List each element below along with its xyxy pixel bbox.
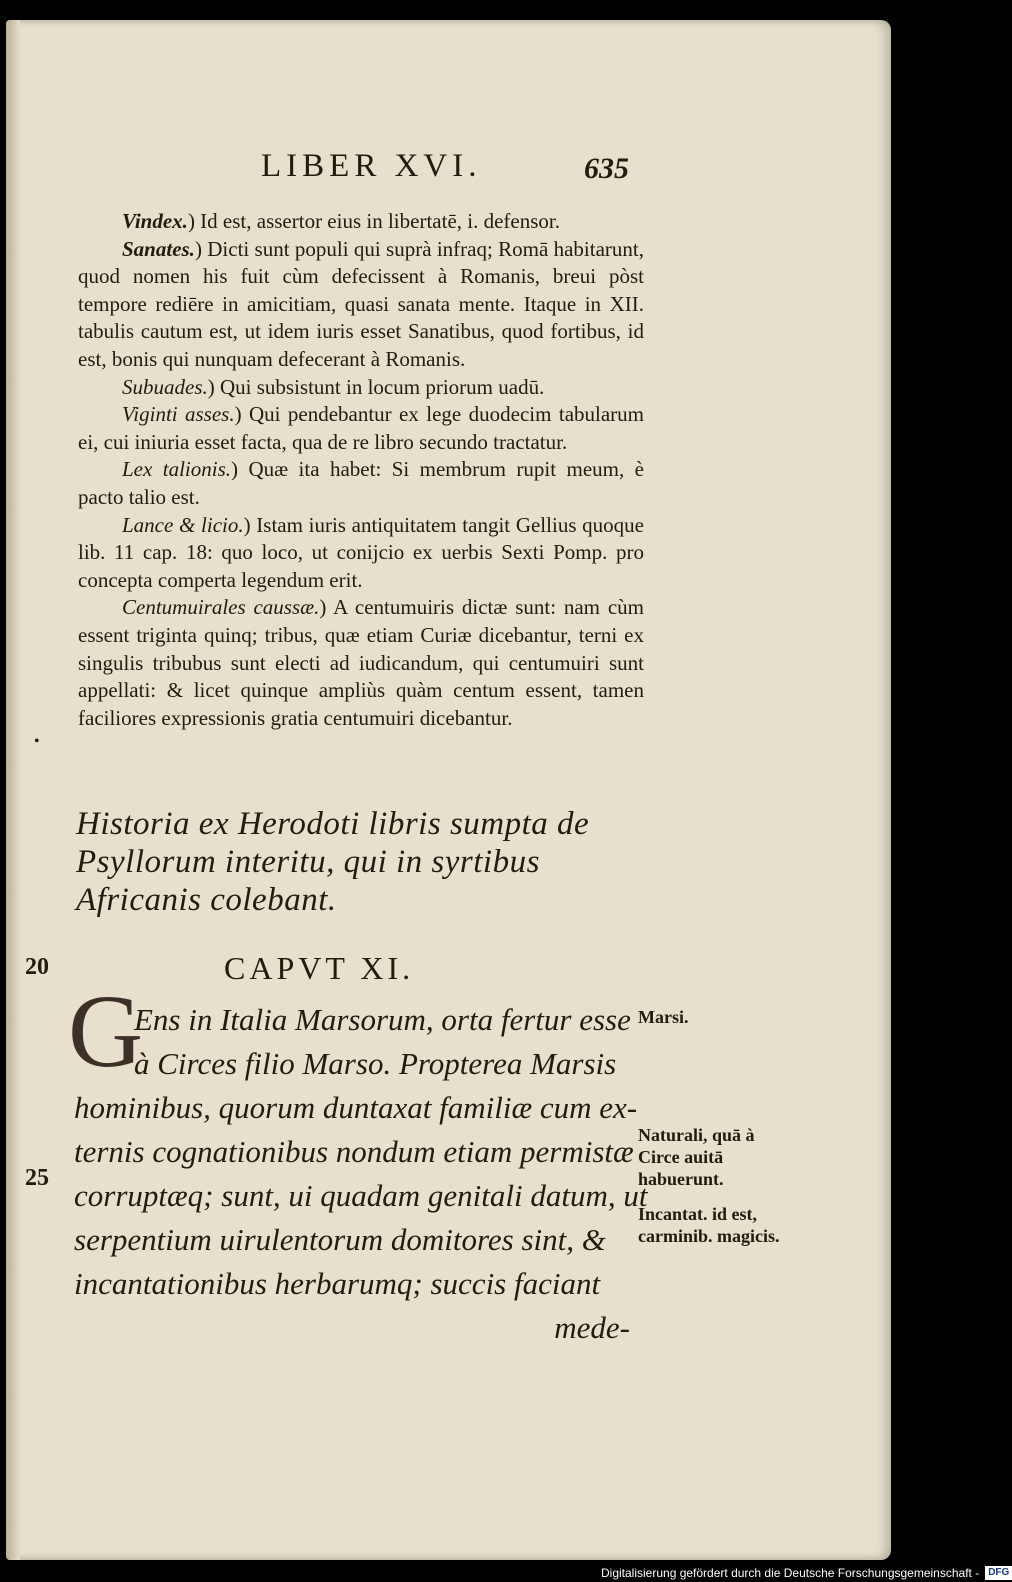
book-page [6,20,891,1560]
gloss: ) A centumuiris dictæ sunt: nam cùm essent triginta quinq; tribus, quæ etiam Curiæ dicebantur, terni ex singulis tribubus sunt electi ad iudicandum, qui centumuiri sunt appellati: & licet quinque ampliùs quàm centum essent, tamen faciliores expressionis gratia centumuiri dicebantur. [78,595,644,730]
gloss: ) Qui pendebantur ex lege duodecim tabularum ei, cui iniuria esset facta, qua de re libro secundo tractatur. [78,402,644,454]
funding-footer [601,1564,1012,1582]
lemma: Viginti asses. [122,402,235,427]
gloss: ) Dicti sunt populi qui suprà infraq; Romā habitarunt, quod nomen his fuit cùm defecissent à Romanis, breui pòst tempore rediēre in amicitiam, quasi sanata mente. Itaque in XII. tabulis cautum est, ut idem iuris esset Sanatibus, quod fortibus, id est, bonis qui nunquam defecerant à Romanis. [78,236,644,371]
gloss: ) Qui subsistunt in locum priorum uadū. [207,374,545,399]
commentary-entry [78,374,644,402]
chapter-line: corruptæq; sunt, ui quadam genitali datum, ut [74,1178,648,1213]
chapter-line: mede- [554,1310,630,1345]
drop-cap: G [68,974,144,1089]
chapter-line: ternis cognationibus nondum etiam permistæ [74,1134,634,1169]
chapter-title: CAPVT XI. [224,950,415,986]
lemma: Lance & licio. [122,512,244,537]
margin-speck: • [34,733,40,750]
marginal-note: Naturali, quā à Circe auitā habuerunt. [638,1125,755,1189]
running-title: LIBER XVI. [261,148,482,184]
lemma: Centumuirales caussæ. [122,595,320,620]
marginal-note: Incantat. id est, carminib. magicis. [638,1204,780,1246]
line-number: 20 [25,954,49,980]
chapter-text [74,998,648,1350]
chapter-line: incantationibus herbarumq; succis faciant [74,1266,601,1301]
lemma: Subuades. [122,374,208,399]
commentary-entry [78,512,644,595]
marginal-note: Marsi. [638,1007,689,1027]
commentary-entry [78,594,644,732]
lemma: Sanates. [122,236,195,261]
chapter-line: à Circes filio Marso. Propterea Marsis [134,1046,617,1081]
page-header [6,148,891,188]
chapter-line: hominibus, quorum duntaxat familiæ cum ex- [74,1090,638,1125]
commentary-entry [78,401,644,456]
gloss: ) Quæ ita habet: Si membrum rupit meum, è pacto talio est. [78,457,644,509]
lemma: Lex talionis. [122,457,232,482]
lemma: Vindex. [122,209,188,233]
section-heading: Historia ex Herodoti libris sumpta de Psyllorum interitu, qui in syrtibus Africanis colebant. [76,806,590,918]
page-binding-shadow [6,20,20,1560]
commentary-entry [78,456,644,511]
dfg-logo: DFG [985,1566,1012,1580]
commentary-block [78,208,644,732]
line-number: 25 [25,1165,49,1191]
commentary-entry [78,236,644,374]
chapter-line: serpentium uirulentorum domitores sint, & [74,1222,606,1257]
folio-number: 635 [584,152,629,185]
gloss: ) Istam iuris antiquitatem tangit Gellius quoque lib. 11 cap. 18: quo loco, ut conijcio ex uerbis Sexti Pomp. pro concepta comperta legendum erit. [78,512,644,592]
funding-note: Digitalisierung gefördert durch die Deutsche Forschungsgemeinschaft - [601,1566,980,1580]
gloss: ) Id est, assertor eius in libertatē, i. defensor. [187,209,560,233]
commentary-entry [78,208,644,236]
chapter-line: Ens in Italia Marsorum, orta fertur esse [134,1002,631,1037]
